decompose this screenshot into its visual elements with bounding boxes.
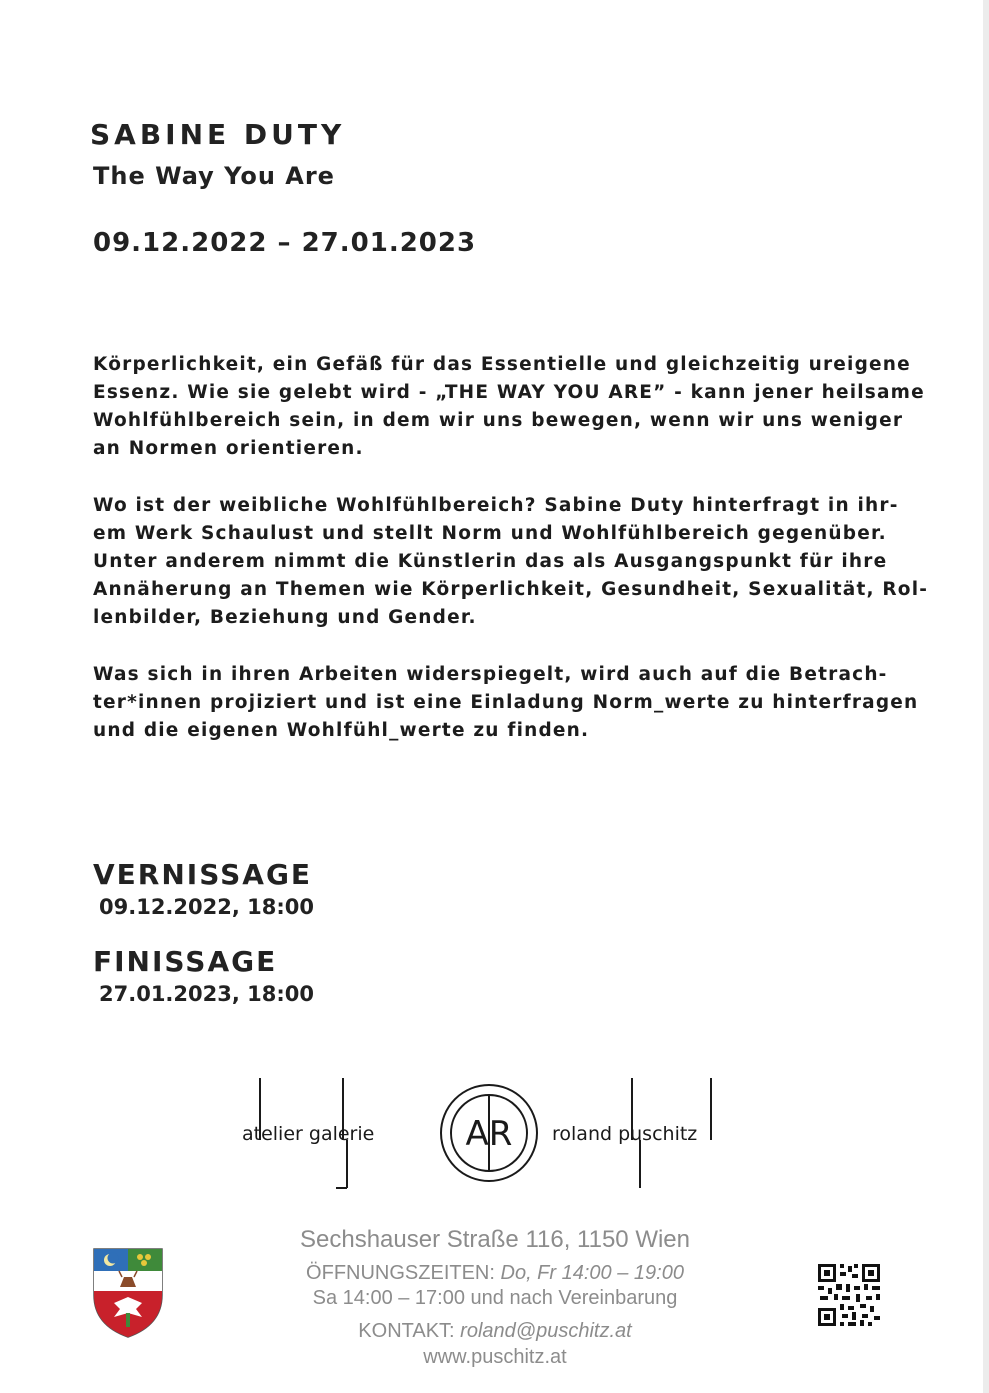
paragraph-3 xyxy=(93,661,919,745)
qr-code-icon[interactable] xyxy=(816,1262,882,1328)
page-edge xyxy=(983,0,989,1393)
exhibition-dates: 09.12.2022 – 27.01.2023 xyxy=(93,228,477,258)
text-line: em Werk Schaulust und stellt Norm und Wohlfühlbereich gegenüber. xyxy=(93,523,887,544)
hours-label: ÖFFNUNGSZEITEN: xyxy=(306,1262,495,1284)
text-line: Was sich in ihren Arbeiten widerspiegelt, wird auch auf die Betrach- xyxy=(93,664,888,685)
website-link[interactable]: www.puschitz.at xyxy=(423,1346,567,1368)
contact-line xyxy=(190,1320,800,1343)
exhibition-title: The Way You Are xyxy=(93,162,335,190)
finissage-date: 27.01.2023, 18:00 xyxy=(99,982,314,1006)
text-line: und die eigenen Wohlfühl_werte zu finden. xyxy=(93,720,590,741)
gallery-logo xyxy=(236,1070,756,1195)
opening-hours-line-2: Sa 14:00 – 17:00 und nach Vereinbarung xyxy=(312,1287,678,1309)
text-line: Essenz. Wie sie gelebt wird - „THE WAY YOU ARE” - kann jener heilsame xyxy=(93,382,925,403)
artist-name: SABINE DUTY xyxy=(90,118,346,151)
contact-label: KONTAKT: xyxy=(358,1320,455,1342)
finissage-label: FINISSAGE xyxy=(93,945,278,978)
paragraph-2 xyxy=(93,492,929,632)
logo-right-text: roland puschitz xyxy=(552,1123,698,1145)
logo-monogram: AR xyxy=(465,1114,513,1154)
text-line: Wo ist der weibliche Wohlfühlbereich? Sabine Duty hinterfragt in ihr- xyxy=(93,495,899,516)
logo-left-text: atelier galerie xyxy=(242,1123,375,1145)
hours-weekdays: Do, Fr 14:00 – 19:00 xyxy=(500,1262,684,1284)
coat-of-arms-icon xyxy=(92,1247,164,1339)
text-line: Wohlfühlbereich sein, in dem wir uns bewegen, wenn wir uns weniger xyxy=(93,410,904,431)
vernissage-date: 09.12.2022, 18:00 xyxy=(99,895,314,919)
paragraph-1 xyxy=(93,351,925,463)
text-line: Annäherung an Themen wie Körperlichkeit, Gesundheit, Sexualität, Rol- xyxy=(93,579,929,600)
text-line: an Normen orientieren. xyxy=(93,438,364,459)
text-line: Unter anderem nimmt die Künstlerin das als Ausgangspunkt für ihre xyxy=(93,551,888,572)
contact-email[interactable]: roland@puschitz.at xyxy=(460,1320,632,1342)
text-line: lenbilder, Beziehung und Gender. xyxy=(93,607,477,628)
address: Sechshauser Straße 116, 1150 Wien xyxy=(300,1226,690,1253)
text-line: Körperlichkeit, ein Gefäß für das Essentielle und gleichzeitig ureigene xyxy=(93,354,911,375)
text-line: ter*innen projiziert und ist eine Einladung Norm_werte zu hinterfragen xyxy=(93,692,919,713)
opening-hours-line-1 xyxy=(190,1262,800,1285)
vernissage-label: VERNISSAGE xyxy=(93,858,313,891)
